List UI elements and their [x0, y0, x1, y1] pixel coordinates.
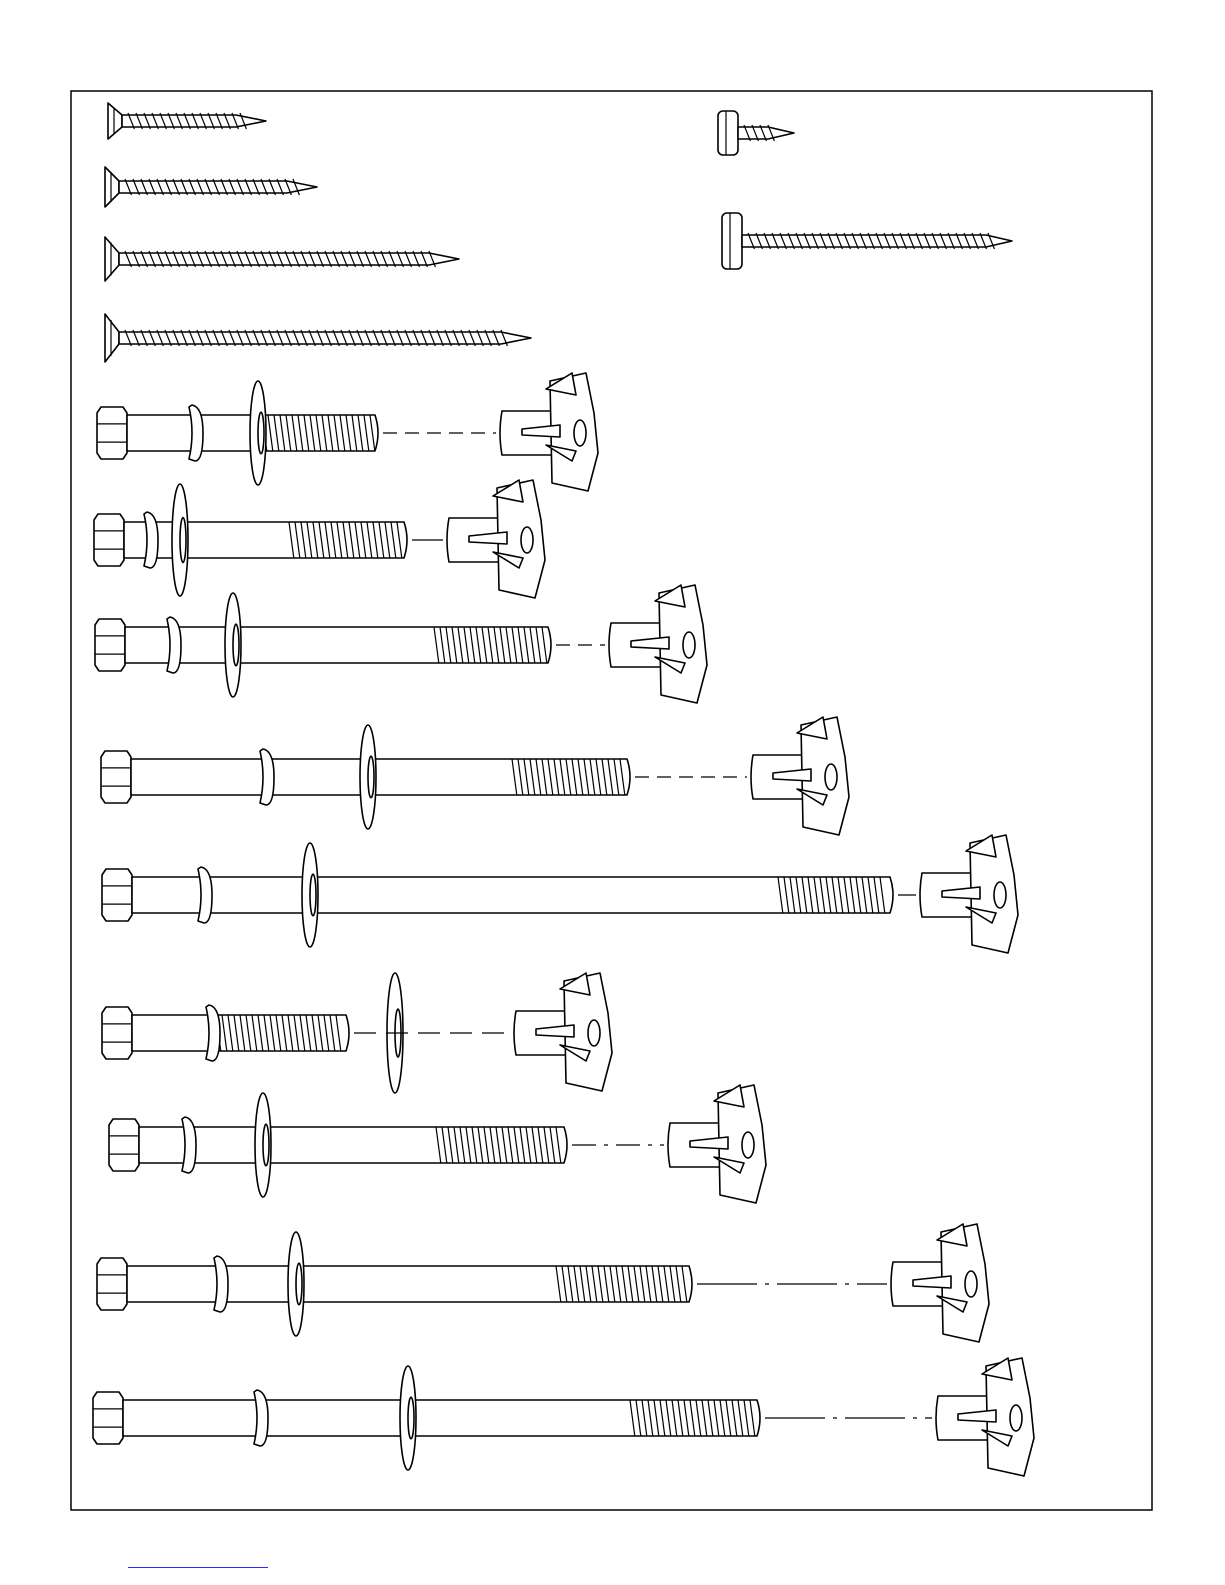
tee-nut-hole	[994, 882, 1006, 908]
bolt-set-3	[95, 585, 707, 703]
hex-bolt-head	[102, 1007, 132, 1059]
pan-head-screw-short	[718, 111, 794, 155]
tee-nut-hole	[742, 1132, 754, 1158]
bolt-shank	[125, 627, 551, 663]
bolt-set-6	[102, 973, 612, 1093]
tee-nut-hole	[1010, 1405, 1022, 1431]
hex-bolt-head	[97, 1258, 127, 1310]
hex-bolt-head	[94, 514, 124, 566]
tee-nut-hole	[965, 1271, 977, 1297]
pan-head-screw-long	[722, 213, 1012, 269]
tee-nut-hole	[574, 420, 586, 446]
tee-nut-hole	[521, 527, 533, 553]
flat-head-wood-screw-4	[105, 314, 531, 362]
bolt-set-9	[93, 1358, 1034, 1476]
tee-nut-hole	[683, 632, 695, 658]
hex-bolt-head	[97, 407, 127, 459]
bolt-shank	[127, 1266, 692, 1302]
hex-bolt-head	[101, 751, 131, 803]
screw-group	[105, 103, 1012, 362]
flat-head-wood-screw-2	[105, 167, 317, 207]
bolt-group	[93, 373, 1034, 1476]
bolt-set-7	[109, 1085, 766, 1203]
tee-nut-hole	[825, 764, 837, 790]
hex-bolt-head	[95, 619, 125, 671]
flat-head-wood-screw-1	[108, 103, 266, 139]
tee-nut-hole	[588, 1020, 600, 1046]
page-link-underline[interactable]	[128, 1567, 268, 1568]
bolt-set-1	[97, 373, 598, 491]
bolt-set-5	[102, 835, 1018, 953]
bolt-set-2	[94, 480, 545, 598]
hex-bolt-head	[109, 1119, 139, 1171]
hex-bolt-head	[93, 1392, 123, 1444]
hex-bolt-head	[102, 869, 132, 921]
flat-head-wood-screw-3	[105, 237, 459, 281]
bolt-set-4	[101, 717, 849, 835]
bolt-set-8	[97, 1224, 989, 1342]
